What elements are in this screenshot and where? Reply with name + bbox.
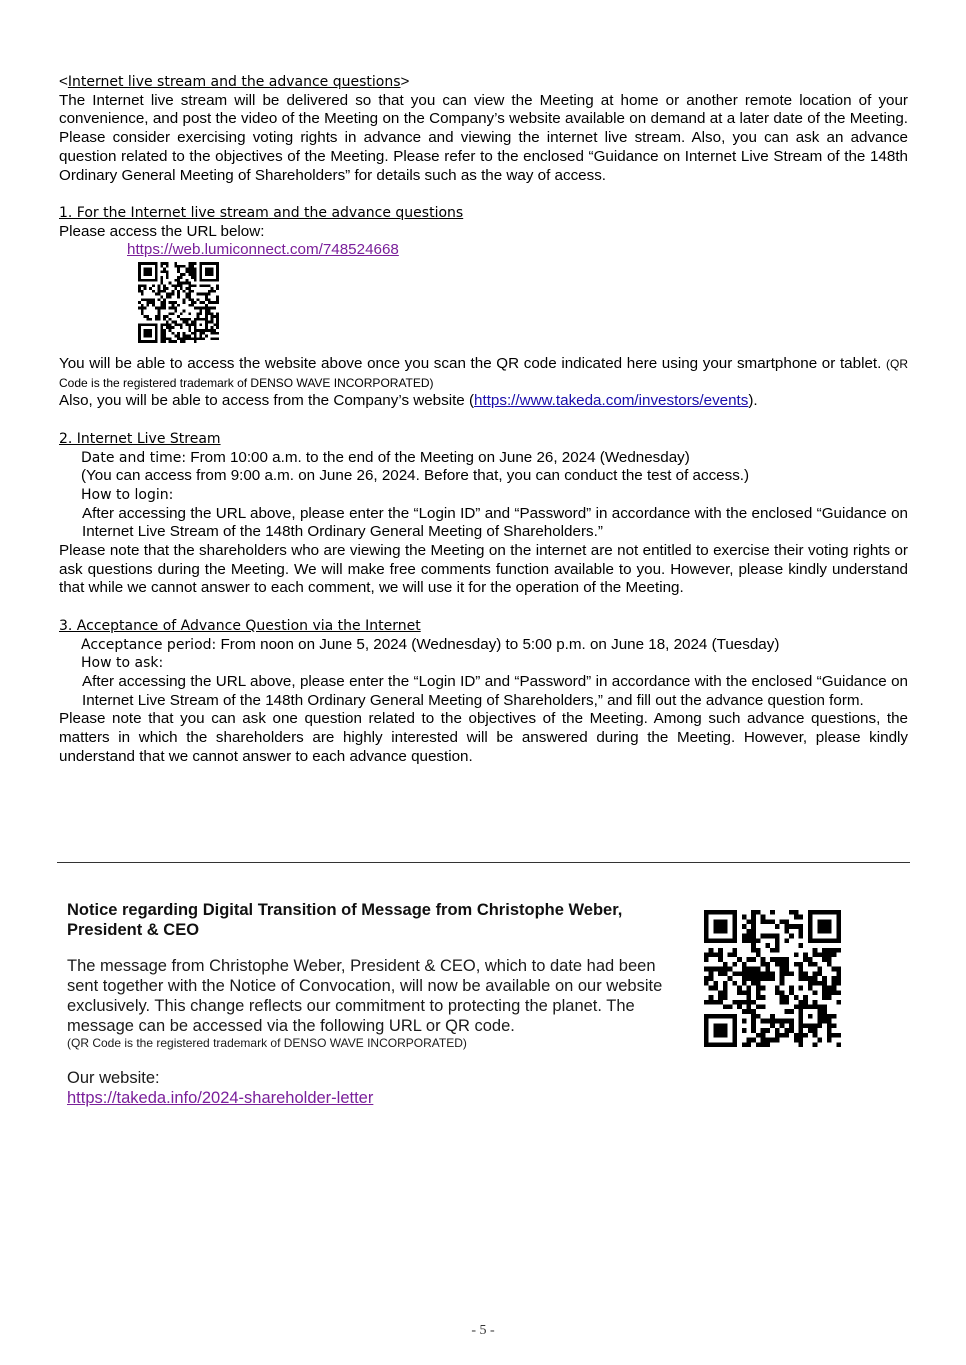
- company-events-link[interactable]: https://www.takeda.com/investors/events: [474, 392, 749, 410]
- date-time-line: [59, 449, 908, 468]
- notice-qr-note: (QR Code is the registered trademark of DENSO WAVE INCORPORATED): [67, 1036, 467, 1050]
- heading-close-bracket: >: [400, 73, 410, 90]
- access-note: (You can access from 9:00 a.m. on June 26, 2024. Before that, you can conduct the test of access.): [81, 467, 750, 485]
- period-line: [59, 636, 908, 655]
- date-label: Date and time:: [81, 449, 187, 466]
- date-value: From 10:00 a.m. to the end of the Meeting on June 26, 2024 (Wednesday): [190, 448, 690, 466]
- section1-title: 1. For the Internet live stream and the advance questions: [59, 204, 464, 221]
- scan-text: You will be able to access the website above once you scan the QR code indicated here using your smartphone or tablet.: [59, 355, 882, 373]
- main-content: [59, 73, 908, 766]
- website-label: Our website:: [67, 1069, 160, 1087]
- scan-paragraph: [59, 355, 908, 392]
- notice-title: Notice regarding Digital Transition of Message from Christophe Weber, President & CEO: [67, 901, 623, 939]
- also-suffix: ).: [748, 392, 758, 410]
- section2-note: Please note that the shareholders who are viewing the Meeting on the internet are not entitled to exercise their voting rights or ask questions during the Meeting. We will make free comments function available to you. However, please kindly understand that while we cannot answer to each comment, we will use it for the operation of the Meeting.: [59, 542, 908, 597]
- qr-trademark-note: (QR Code is the registered trademark of DENSO WAVE INCORPORATED): [59, 357, 908, 390]
- also-prefix: Also, you will be able to access from the Company’s website (: [59, 392, 475, 410]
- company-website-line: [59, 392, 908, 411]
- section3-note: Please note that you can ask one question related to the objectives of the Meeting. Among such advance questions, the matters in which the shareholders are highly interested will be answered during the Meeting. However, please kindly understand that we cannot answer to each advance question.: [59, 710, 908, 765]
- divider: [57, 862, 910, 863]
- login-text: After accessing the URL above, please enter the “Login ID” and “Password” in accordance with the enclosed “Guidance on Internet Live Stream of the 148th Ordinary General Meeting of Shareholders.”: [82, 504, 908, 541]
- notice-box: [67, 900, 667, 1108]
- lumiconnect-link[interactable]: https://web.lumiconnect.com/748524668: [127, 241, 399, 259]
- notice-body: The message from Christophe Weber, President & CEO, which to date had been sent together with the Notice of Convocation, will now be available on our website exclusively. This change reflects our commitment to protecting the planet. The message can be accessed via the following URL or QR code.: [67, 957, 663, 1035]
- qr-code-icon: [704, 910, 841, 1047]
- qr-code-icon: [134, 262, 223, 343]
- access-text: Please access the URL below:: [59, 222, 265, 240]
- period-label: Acceptance period:: [81, 636, 217, 653]
- section2-title: 2. Internet Live Stream: [59, 430, 221, 447]
- login-label: How to login:: [81, 486, 174, 503]
- period-value: From noon on June 5, 2024 (Wednesday) to 5:00 p.m. on June 18, 2024 (Tuesday): [220, 635, 780, 653]
- intro-paragraph: The Internet live stream will be delivered so that you can view the Meeting at home or another remote location of your convenience, and post the video of the Meeting on the Company’s website available on demand at a later date of the Meeting. Please consider exercising voting rights in advance and viewing the internet live stream. Also, you can ask an advance question related to the objectives of the Meeting. Please refer to the enclosed “Guidance on Internet Live Stream of the 148th Ordinary General Meeting of Shareholders” for details such as the way of access.: [59, 91, 908, 184]
- heading-open-bracket: <: [59, 73, 68, 90]
- section-heading: [59, 73, 908, 92]
- heading-title: Internet live stream and the advance questions: [67, 74, 401, 90]
- ask-text: After accessing the URL above, please enter the “Login ID” and “Password” in accordance with the enclosed “Guidance on Internet Live Stream of the 148th Ordinary General Meeting of Shareholders,” and fill out the advance question form.: [82, 672, 908, 709]
- ask-label: How to ask:: [81, 655, 164, 672]
- shareholder-letter-link[interactable]: https://takeda.info/2024-shareholder-letter: [67, 1089, 374, 1107]
- page-number: - 5 -: [471, 1323, 495, 1338]
- section3-title: 3. Acceptance of Advance Question via the Internet: [59, 617, 421, 634]
